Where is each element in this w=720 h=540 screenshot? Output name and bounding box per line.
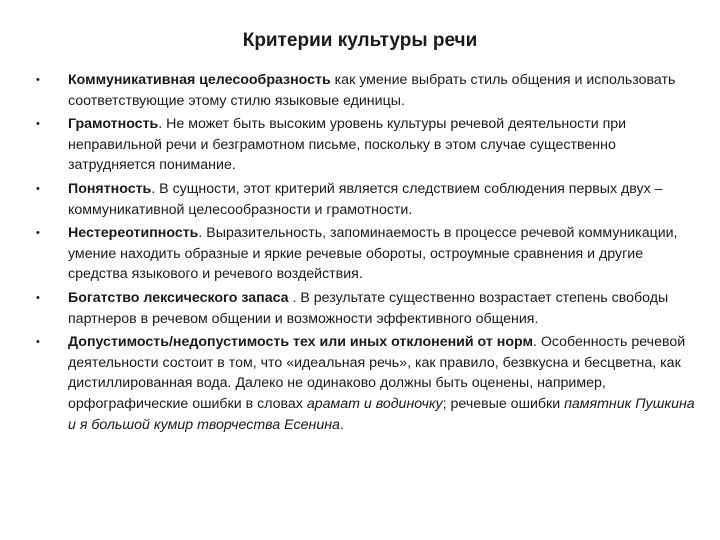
item-term: Нестереотипность <box>68 225 199 242</box>
list-item <box>26 332 696 438</box>
criteria-list <box>26 70 696 438</box>
list-item <box>26 114 696 179</box>
item-description: . В сущности, этот критерий является следствием соблюдения первых двух – коммуникативной целесообразности и грамотности. <box>68 180 663 218</box>
bullet-icon: • <box>36 227 40 240</box>
item-term: Допустимость/недопустимость тех или иных отклонений от норм <box>68 334 533 351</box>
list-item <box>26 223 696 288</box>
list-item <box>26 70 696 114</box>
item-text <box>68 223 696 285</box>
item-description-end: . <box>339 416 344 433</box>
item-text <box>68 114 696 176</box>
item-text <box>68 288 696 329</box>
item-text <box>68 70 696 111</box>
item-description-cont: ; речевые ошибки <box>442 395 565 412</box>
bullet-icon: • <box>36 74 40 86</box>
bullet-icon: • <box>36 182 40 195</box>
item-text <box>68 179 696 220</box>
item-description: . Не может быть высоким уровень культуры речевой деятельности при неправильной речи и безграмотном письме, поскольку в этом случае существенно затрудняется понимание. <box>68 116 627 174</box>
example-phrase: памятник Пушкина и я большой кумир творчества Есенина <box>68 395 695 433</box>
list-item <box>26 288 696 332</box>
item-term: Коммуникативная целесообразность <box>68 72 331 88</box>
item-description: . Выразительность, запоминаемость в процессе речевой коммуникации, умение находить образные и яркие речевые обороты, остроумные сравнения и другие средства языкового и речевого воздействия. <box>68 225 678 283</box>
item-term: Понятность <box>68 180 152 197</box>
bullet-icon: • <box>36 336 40 349</box>
slide-title: Критерии культуры речи <box>242 30 478 51</box>
item-term: Грамотность <box>68 116 159 133</box>
bullet-icon: • <box>36 118 40 131</box>
example-words: арамат и водиночку <box>306 395 443 412</box>
bullet-icon: • <box>36 291 40 304</box>
item-description: как умение выбрать стиль общения и использовать соответствующие этому стилю языковые единицы. <box>68 72 676 109</box>
item-text <box>68 332 696 435</box>
item-term: Богатство лексического запаса <box>68 289 289 306</box>
item-description: . Особенность речевой деятельности состоит в том, что «идеальная речь», как правило, безвкусна и бесцветна, как дистиллированная вода. Далеко не одинаково должны быть оценены, например, орфографические ошибки в словах <box>68 334 686 412</box>
list-item <box>26 179 696 223</box>
item-description: . В результате существенно возрастает степень свободы партнеров в речевом общении и возможности эффективного общения. <box>68 289 669 327</box>
